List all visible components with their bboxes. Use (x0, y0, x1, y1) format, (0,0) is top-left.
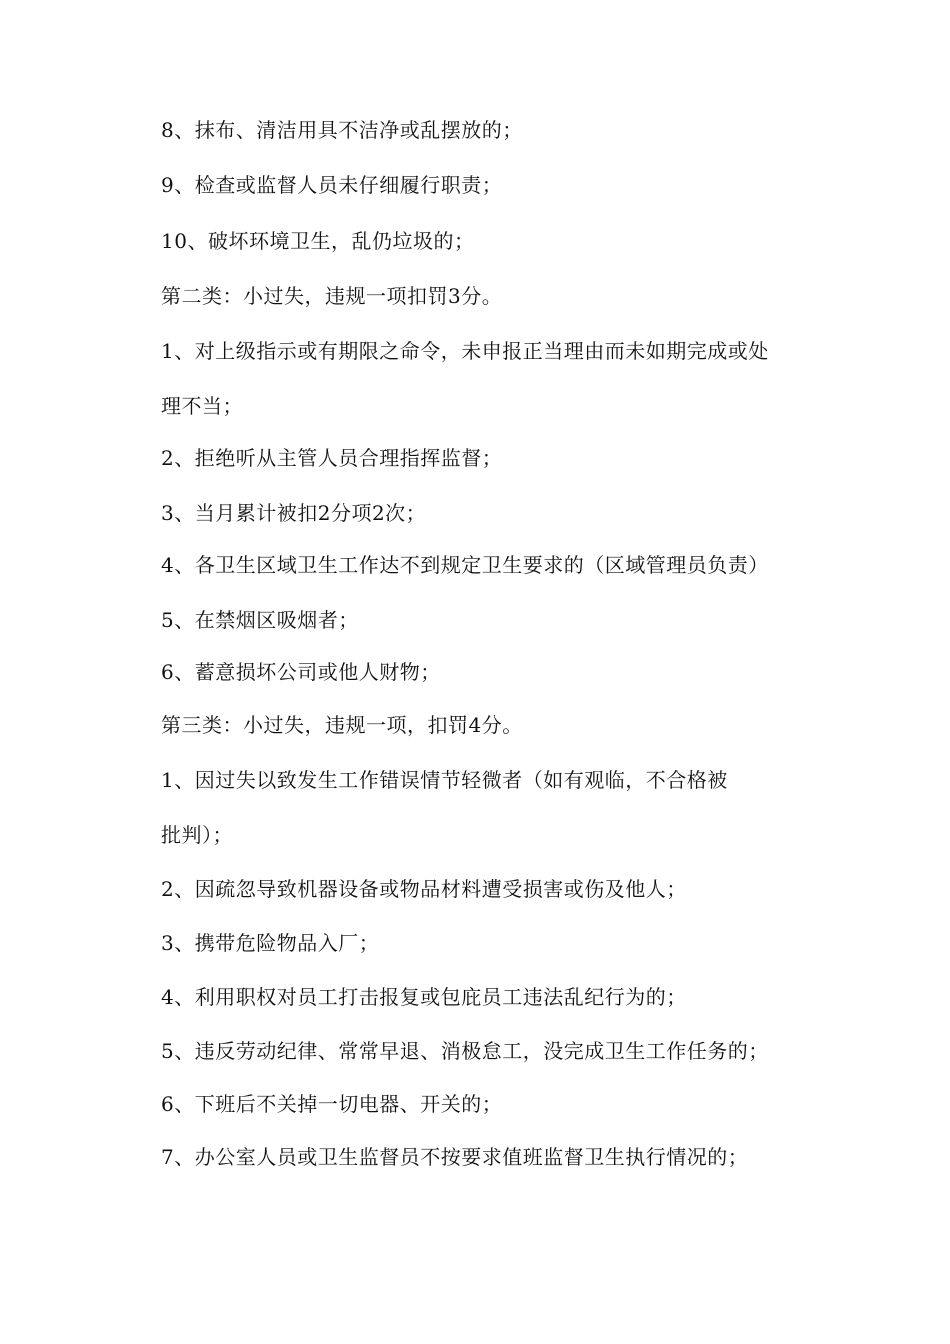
rule-item: 10、破坏环境卫生，乱仍垃圾的； (161, 229, 475, 253)
rule-item: 5、违反劳动纪律、常常早退、消极怠工，没完成卫生工作任务的； (161, 1039, 769, 1063)
rule-item: 3、当月累计被扣2分项2次； (161, 501, 427, 525)
rule-item: 6、下班后不关掉一切电器、开关的； (161, 1092, 503, 1116)
category-heading: 第二类：小过失，违规一项扣罚3分。 (161, 284, 503, 308)
rule-item: 1、对上级指示或有期限之命令，未申报正当理由而未如期完成或处 (161, 339, 769, 363)
rule-item-continuation: 理不当； (161, 394, 243, 418)
rule-item: 4、利用职权对员工打击报复或包庇员工违法乱纪行为的； (161, 985, 687, 1009)
rule-item: 8、抹布、清洁用具不洁净或乱摆放的； (161, 118, 523, 142)
category-heading: 第三类：小过失，违规一项，扣罚4分。 (161, 713, 523, 737)
rule-item: 7、办公室人员或卫生监督员不按要求值班监督卫生执行情况的； (161, 1145, 749, 1169)
rule-item-continuation: 批判）； (161, 823, 233, 847)
rule-item: 4、各卫生区域卫生工作达不到规定卫生要求的（区域管理员负责） (161, 553, 769, 577)
rule-item: 5、在禁烟区吸烟者； (161, 608, 359, 632)
rule-item: 2、拒绝听从主管人员合理指挥监督； (161, 446, 503, 470)
rule-item: 3、携带危险物品入厂； (161, 931, 380, 955)
rule-item: 2、因疏忽导致机器设备或物品材料遭受损害或伤及他人； (161, 877, 687, 901)
rule-item: 9、检查或监督人员未仔细履行职责； (161, 173, 503, 197)
rule-item: 6、蓄意损坏公司或他人财物； (161, 660, 441, 684)
rule-item: 1、因过失以致发生工作错误情节轻微者（如有观临，不合格被 (161, 768, 728, 792)
